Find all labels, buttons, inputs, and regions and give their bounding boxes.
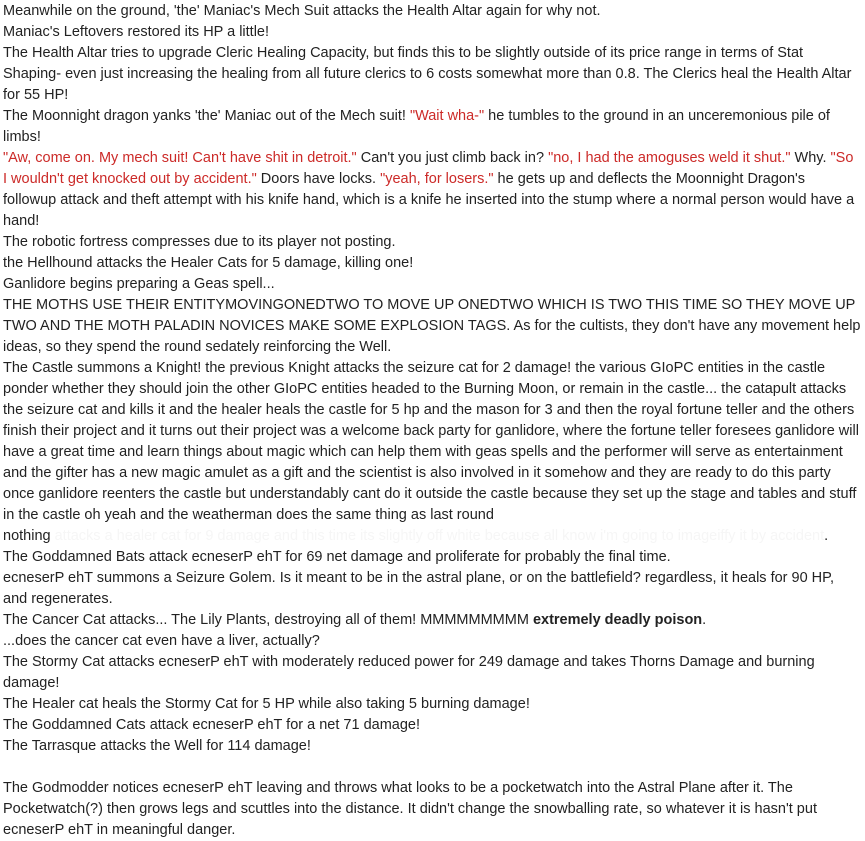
log-text-segment-normal: he gets up and deflects the Moonnight Dragon's followup attack and theft attempt with his knife hand, which is a knife he inserted into the stump where a normal person would have a hand! [3, 171, 855, 229]
log-text-segment-normal: ecneserP ehT summons a Seizure Golem. Is it meant to be in the astral plane, or on the battlefield? regardless, it heals for 90 HP, and regenerates. [3, 570, 834, 607]
log-text-segment-normal: THE MOTHS USE THEIR ENTITYMOVINGONEDTWO TO MOVE UP ONEDTWO WHICH IS TWO THIS TIME SO THEY MOVE UP TWO AND THE MOTH PALADIN NOVICES MAKE SOME EXPLOSION TAGS. As for the cultists, they don't have any movement help ideas, so they spend the round sedately reinforcing the Well. [3, 297, 861, 355]
log-entry [3, 106, 861, 148]
log-entry [3, 232, 861, 253]
log-entry [3, 715, 861, 736]
log-text-segment-faint: attacks a healer cat for 9 damage and this time its slightly off white because all know i'm going to imageiffy it by accident [54, 528, 825, 544]
log-text-segment-red: "no, I had the amoguses weld it shut." [548, 150, 791, 166]
log-entry [3, 274, 861, 295]
log-text-segment-normal: . [702, 612, 707, 628]
log-text-segment-normal: the Hellhound attacks the Healer Cats for 5 damage, killing one! [3, 255, 414, 271]
log-text-segment-normal: Maniac's Leftovers restored its HP a little! [3, 24, 270, 40]
log-text-segment-normal: Ganlidore begins preparing a Geas spell... [3, 276, 275, 292]
log-text-segment-red: "yeah, for losers." [380, 171, 494, 187]
log-entry-blank [3, 757, 861, 778]
log-text-segment-red: "So I wouldn't get knocked out by accident." [3, 150, 854, 187]
log-entry [3, 736, 861, 757]
log-text-segment-bold: extremely deadly poison [532, 612, 703, 628]
log-entry [3, 1, 861, 22]
log-text-segment-normal: ...does the cancer cat even have a liver, actually? [3, 633, 320, 649]
log-text-segment-red: "Wait wha-" [409, 108, 485, 124]
log-entry [3, 610, 861, 631]
log-entry [3, 547, 861, 568]
log-text-segment-normal: Doors have locks. [256, 171, 381, 187]
log-text-segment-normal: The Castle summons a Knight! the previous Knight attacks the seizure cat for 2 damage! the various GIoPC entities in the castle ponder whether they should join the other GIoPC entities headed to the Burning Moon, or remain in the castle... the catapult attacks the seizure cat and kills it and the healer heals the castle for 5 hp and the mason for 3 and then the royal fortune teller and the others finish their project and it turns out their project was a welcome back party for ganlidore, where the fortune teller foresees ganlidore will have a great time and learn things about magic which can help them with geas spells and the performer will serve as entertainment and the gifter has a new magic amulet as a gift and the scientist is also involved in it somehow and they are ready to do this party once ganlidore reenters the castle but understandably cant do it outside the castle because they set up the stage and tables and stuff in the castle oh yeah and the weatherman does the same thing as last round [3, 360, 859, 523]
log-text-segment-normal: nothing [3, 528, 55, 544]
log-entry [3, 694, 861, 715]
log-text-segment-normal: The robotic fortress compresses due to its player not posting. [3, 234, 396, 250]
log-text-segment-red: "Aw, come on. My mech suit! Can't have shit in detroit." [3, 150, 357, 166]
log-entry [3, 295, 861, 358]
log-text-segment-normal: The Healer cat heals the Stormy Cat for 5 HP while also taking 5 burning damage! [3, 696, 530, 712]
log-text-segment-normal: Can't you just climb back in? [356, 150, 549, 166]
log-text-segment-normal: The Tarrasque attacks the Well for 114 damage! [3, 738, 311, 754]
log-entry [3, 22, 861, 43]
log-entry [3, 652, 861, 694]
log-entry [3, 778, 861, 841]
log-entry [3, 631, 861, 652]
log-entry [3, 253, 861, 274]
log-text-segment-normal: The Cancer Cat attacks... The Lily Plants, destroying all of them! MMMMMMMMM [3, 612, 533, 628]
log-entry [3, 358, 861, 526]
log-entry [3, 526, 861, 547]
log-text-segment-normal: The Godmodder notices ecneserP ehT leaving and throws what looks to be a pocketwatch into the Astral Plane after it. The Pocketwatch(?) then grows legs and scuttles into the distance. It didn't change the snowballing rate, so whatever it is hasn't put ecneserP ehT in meaningful danger. [3, 780, 817, 838]
log-text-segment-normal: The Goddamned Cats attack ecneserP ehT for a net 71 damage! [3, 717, 420, 733]
log-text-segment-normal: The Health Altar tries to upgrade Cleric Healing Capacity, but finds this to be slightly outside of its price range in terms of Stat Shaping- even just increasing the healing from all future clerics to 6 costs somewhat more than 0.8. The Clerics heal the Health Altar for 55 HP! [3, 45, 852, 103]
log-text-segment-normal: Why. [790, 150, 831, 166]
log-text-segment-normal: The Stormy Cat attacks ecneserP ehT with moderately reduced power for 249 damage and takes Thorns Damage and burning damage! [3, 654, 815, 691]
log-entry [3, 43, 861, 106]
log-text-segment-normal: The Goddamned Bats attack ecneserP ehT for 69 net damage and proliferate for probably the final time. [3, 549, 671, 565]
log-entry [3, 568, 861, 610]
log-text-segment-normal: The Moonnight dragon yanks 'the' Maniac out of the Mech suit! [3, 108, 410, 124]
log-entry [3, 148, 861, 232]
log-text-segment-normal: . [824, 528, 829, 544]
log-text-segment-normal: he tumbles to the ground in an unceremonious pile of limbs! [3, 108, 830, 145]
log-text-segment-normal: Meanwhile on the ground, 'the' Maniac's Mech Suit attacks the Health Altar again for why not. [3, 3, 601, 19]
